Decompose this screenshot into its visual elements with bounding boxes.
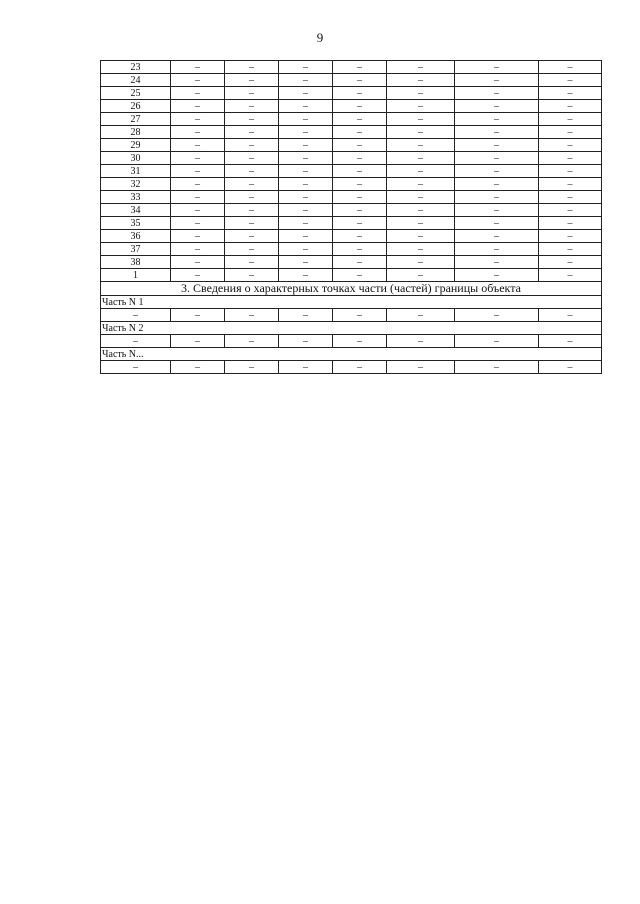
value-cell: –: [225, 217, 279, 230]
value-cell: –: [387, 243, 455, 256]
part-label: Часть N...: [101, 348, 602, 361]
value-cell: –: [225, 152, 279, 165]
value-cell: –: [279, 217, 333, 230]
table-row: [101, 309, 602, 322]
value-cell: –: [539, 113, 602, 126]
value-cell: –: [387, 113, 455, 126]
value-cell: –: [455, 361, 539, 374]
value-cell: –: [539, 152, 602, 165]
part-label-row: [101, 296, 602, 309]
point-number-cell: 24: [101, 74, 171, 87]
value-cell: –: [171, 256, 225, 269]
part-label-row: [101, 322, 602, 335]
value-cell: –: [101, 335, 171, 348]
value-cell: –: [171, 113, 225, 126]
value-cell: –: [455, 61, 539, 74]
value-cell: –: [171, 152, 225, 165]
value-cell: –: [455, 335, 539, 348]
value-cell: –: [171, 204, 225, 217]
value-cell: –: [333, 139, 387, 152]
value-cell: –: [279, 165, 333, 178]
table-row: [101, 230, 602, 243]
value-cell: –: [279, 100, 333, 113]
value-cell: –: [455, 230, 539, 243]
value-cell: –: [539, 87, 602, 100]
value-cell: –: [539, 243, 602, 256]
section-title-row: [101, 282, 602, 296]
value-cell: –: [539, 165, 602, 178]
value-cell: –: [279, 243, 333, 256]
point-number-cell: 29: [101, 139, 171, 152]
part-label: Часть N 1: [101, 296, 602, 309]
value-cell: –: [455, 165, 539, 178]
table-row: [101, 74, 602, 87]
value-cell: –: [171, 243, 225, 256]
value-cell: –: [225, 191, 279, 204]
value-cell: –: [171, 100, 225, 113]
value-cell: –: [387, 126, 455, 139]
value-cell: –: [171, 191, 225, 204]
value-cell: –: [225, 204, 279, 217]
value-cell: –: [539, 191, 602, 204]
value-cell: –: [387, 165, 455, 178]
value-cell: –: [171, 74, 225, 87]
part-label-row: [101, 348, 602, 361]
value-cell: –: [333, 361, 387, 374]
value-cell: –: [225, 87, 279, 100]
value-cell: –: [387, 74, 455, 87]
value-cell: –: [225, 230, 279, 243]
value-cell: –: [455, 113, 539, 126]
point-number-cell: 26: [101, 100, 171, 113]
value-cell: –: [333, 335, 387, 348]
value-cell: –: [279, 256, 333, 269]
value-cell: –: [539, 309, 602, 322]
table-row: [101, 61, 602, 74]
value-cell: –: [171, 309, 225, 322]
value-cell: –: [333, 113, 387, 126]
value-cell: –: [455, 243, 539, 256]
value-cell: –: [225, 243, 279, 256]
value-cell: –: [279, 361, 333, 374]
value-cell: –: [225, 178, 279, 191]
value-cell: –: [387, 152, 455, 165]
value-cell: –: [279, 87, 333, 100]
characteristic-points-table: [100, 60, 602, 374]
value-cell: –: [333, 217, 387, 230]
value-cell: –: [387, 256, 455, 269]
value-cell: –: [225, 126, 279, 139]
value-cell: –: [279, 61, 333, 74]
value-cell: –: [455, 217, 539, 230]
value-cell: –: [279, 204, 333, 217]
value-cell: –: [387, 87, 455, 100]
value-cell: –: [333, 152, 387, 165]
value-cell: –: [455, 152, 539, 165]
value-cell: –: [171, 230, 225, 243]
table-row: [101, 243, 602, 256]
point-number-cell: 28: [101, 126, 171, 139]
table-row: [101, 113, 602, 126]
value-cell: –: [225, 269, 279, 282]
value-cell: –: [387, 335, 455, 348]
value-cell: –: [539, 100, 602, 113]
value-cell: –: [333, 178, 387, 191]
value-cell: –: [225, 139, 279, 152]
value-cell: –: [387, 100, 455, 113]
value-cell: –: [171, 126, 225, 139]
table-row: [101, 335, 602, 348]
value-cell: –: [387, 191, 455, 204]
point-number-cell: 35: [101, 217, 171, 230]
point-number-cell: 1: [101, 269, 171, 282]
value-cell: –: [539, 139, 602, 152]
value-cell: –: [455, 256, 539, 269]
value-cell: –: [455, 74, 539, 87]
point-number-cell: 38: [101, 256, 171, 269]
point-number-cell: 25: [101, 87, 171, 100]
value-cell: –: [539, 126, 602, 139]
value-cell: –: [455, 269, 539, 282]
value-cell: –: [387, 309, 455, 322]
table-row: [101, 204, 602, 217]
value-cell: –: [333, 191, 387, 204]
value-cell: –: [333, 243, 387, 256]
point-number-cell: 32: [101, 178, 171, 191]
value-cell: –: [539, 361, 602, 374]
value-cell: –: [539, 335, 602, 348]
value-cell: –: [387, 139, 455, 152]
point-number-cell: 36: [101, 230, 171, 243]
value-cell: –: [455, 87, 539, 100]
value-cell: –: [333, 165, 387, 178]
value-cell: –: [279, 230, 333, 243]
value-cell: –: [455, 191, 539, 204]
value-cell: –: [387, 269, 455, 282]
value-cell: –: [539, 204, 602, 217]
value-cell: –: [333, 100, 387, 113]
value-cell: –: [455, 204, 539, 217]
value-cell: –: [539, 269, 602, 282]
value-cell: –: [539, 74, 602, 87]
value-cell: –: [387, 61, 455, 74]
value-cell: –: [333, 126, 387, 139]
table-row: [101, 256, 602, 269]
value-cell: –: [387, 230, 455, 243]
table-row: [101, 269, 602, 282]
point-number-cell: 37: [101, 243, 171, 256]
table-row: [101, 191, 602, 204]
value-cell: –: [101, 361, 171, 374]
point-number-cell: 30: [101, 152, 171, 165]
table-row: [101, 87, 602, 100]
value-cell: –: [455, 139, 539, 152]
page-number: 9: [316, 30, 324, 45]
value-cell: –: [333, 309, 387, 322]
value-cell: –: [455, 309, 539, 322]
value-cell: –: [225, 361, 279, 374]
table-row: [101, 152, 602, 165]
value-cell: –: [539, 61, 602, 74]
value-cell: –: [171, 139, 225, 152]
value-cell: –: [171, 87, 225, 100]
value-cell: –: [333, 230, 387, 243]
value-cell: –: [279, 139, 333, 152]
value-cell: –: [171, 335, 225, 348]
value-cell: –: [171, 165, 225, 178]
value-cell: –: [279, 74, 333, 87]
value-cell: –: [101, 309, 171, 322]
value-cell: –: [279, 191, 333, 204]
table-row: [101, 139, 602, 152]
value-cell: –: [539, 230, 602, 243]
value-cell: –: [333, 74, 387, 87]
point-number-cell: 34: [101, 204, 171, 217]
point-number-cell: 33: [101, 191, 171, 204]
value-cell: –: [279, 178, 333, 191]
table-row: [101, 100, 602, 113]
points-table-body: [101, 61, 602, 282]
value-cell: –: [225, 74, 279, 87]
value-cell: –: [333, 61, 387, 74]
value-cell: –: [279, 335, 333, 348]
value-cell: –: [387, 204, 455, 217]
value-cell: –: [333, 87, 387, 100]
value-cell: –: [225, 335, 279, 348]
value-cell: –: [171, 178, 225, 191]
table-row: [101, 165, 602, 178]
value-cell: –: [225, 309, 279, 322]
table-row: [101, 217, 602, 230]
table-row: [101, 361, 602, 374]
section-title: 3. Сведения о характерных точках части (частей) границы объекта: [101, 282, 602, 296]
value-cell: –: [455, 100, 539, 113]
value-cell: –: [279, 152, 333, 165]
value-cell: –: [333, 204, 387, 217]
value-cell: –: [279, 113, 333, 126]
value-cell: –: [387, 361, 455, 374]
value-cell: –: [225, 113, 279, 126]
point-number-cell: 23: [101, 61, 171, 74]
value-cell: –: [333, 269, 387, 282]
value-cell: –: [279, 126, 333, 139]
point-number-cell: 27: [101, 113, 171, 126]
value-cell: –: [171, 361, 225, 374]
value-cell: –: [455, 178, 539, 191]
value-cell: –: [225, 100, 279, 113]
value-cell: –: [225, 165, 279, 178]
point-number-cell: 31: [101, 165, 171, 178]
value-cell: –: [387, 217, 455, 230]
value-cell: –: [279, 269, 333, 282]
value-cell: –: [225, 61, 279, 74]
table-row: [101, 126, 602, 139]
value-cell: –: [225, 256, 279, 269]
value-cell: –: [171, 217, 225, 230]
value-cell: –: [455, 126, 539, 139]
value-cell: –: [539, 217, 602, 230]
value-cell: –: [539, 178, 602, 191]
value-cell: –: [333, 256, 387, 269]
value-cell: –: [387, 178, 455, 191]
value-cell: –: [539, 256, 602, 269]
part-label: Часть N 2: [101, 322, 602, 335]
value-cell: –: [171, 61, 225, 74]
value-cell: –: [171, 269, 225, 282]
parts-table-body: [101, 282, 602, 374]
table-row: [101, 178, 602, 191]
value-cell: –: [279, 309, 333, 322]
